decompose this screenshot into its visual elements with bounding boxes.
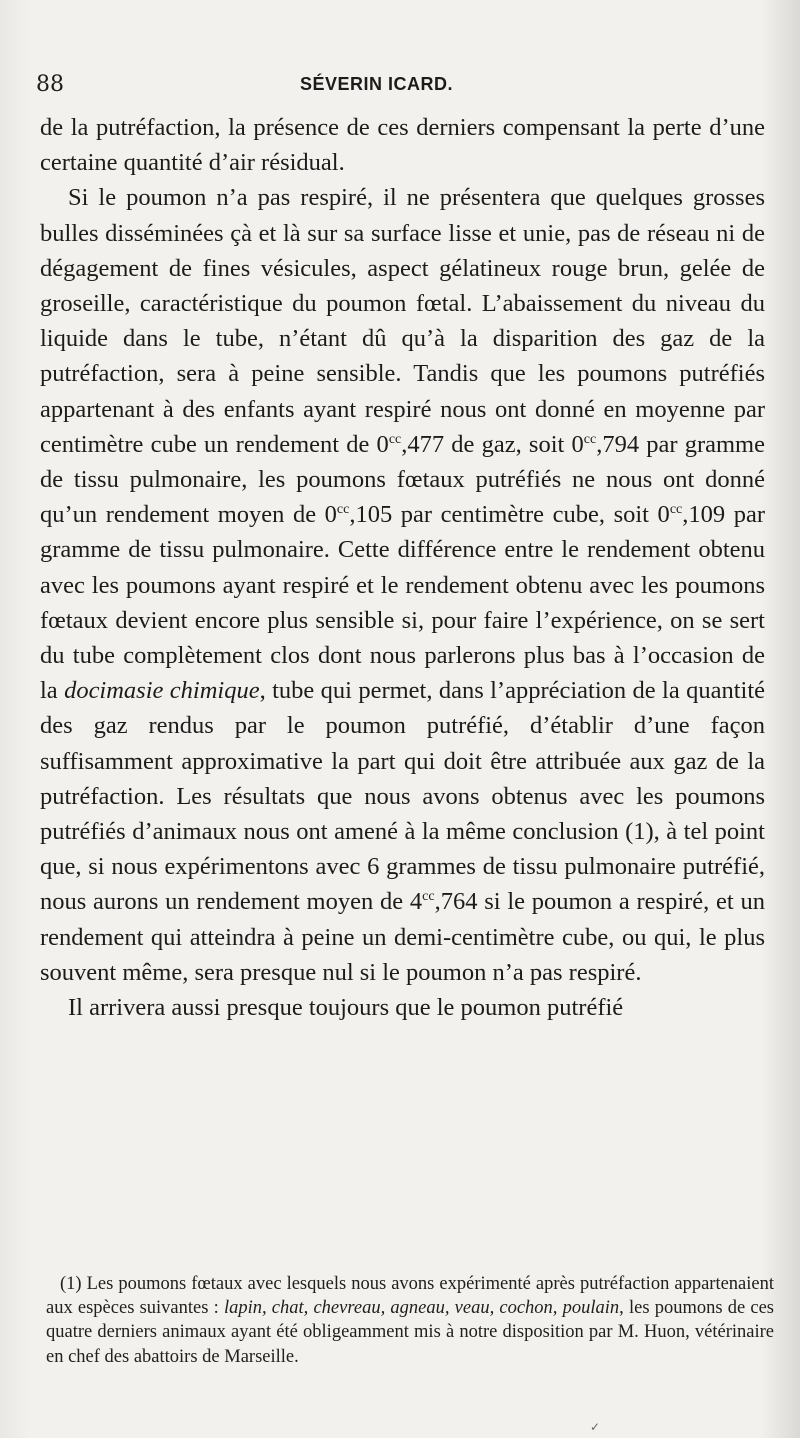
page-number: 88 [36,72,64,97]
running-head: SÉVERIN ICARD. [300,74,454,94]
superscript-cc: cc [583,431,597,447]
footnote-1 [46,1272,774,1369]
footnote-text: (1) Les poumons fœtaux avec lesquels nous avons expérimenté après putréfaction appartenaient aux espèces suivantes : [46,1274,774,1319]
footnote-text: , les poumons de ces quatre derniers animaux ayant été obligeamment mis à notre disposition par M. Huon, vétérinaire en chef des abattoirs de Marseille. [46,1298,774,1367]
text-run: Si le poumon n’a pas respiré, il ne présentera que quelques grosses bulles disséminées çà et là sur sa surface lisse et unie, pas de réseau ni de dégagement de fines vésicules, aspect gélatineux rouge brun, gelée de groseille, caractéristique du poumon fœtal. L’abaissement du niveau du liquide dans le tube, n’étant dû qu’à la disparition des gaz de la putréfaction, sera à peine sensible. Tandis que les poumons putréfiés appartenant à des enfants ayant respiré nous ont donné en moyenne par centimètre cube un rendement de 0 [40,184,765,458]
paragraph-2 [40,180,765,990]
text-run: ,794 par gramme de tissu pulmonaire, les poumons fœtaux putréfiés ne nous ont donné qu’un rendement moyen de 0 [40,430,765,529]
body-text [40,110,765,1025]
text-run: ,109 par gramme de tissu pulmonaire. Cette différence entre le rendement obtenu avec les poumons ayant respiré et le rendement obtenu avec les poumons fœtaux devient encore plus sensible si, pour faire l’expérience, on se sert du tube complètement clos dont nous parlerons plus bas à l’occasion de la [40,501,765,705]
paragraph-3: Il arrivera aussi presque toujours que le poumon putréfié [68,994,624,1022]
text-run: , tube qui permet, dans l’appréciation de la quantité des gaz rendus par le poumon putréfié, d’établir d’une façon suffisamment approximative la part qui doit être attribuée aux gaz de la putréfaction. Les résultats que nous avons obtenus avec les poumons putréfiés d’animaux nous ont amené à la même conclusion (1), à tel point que, si nous expérimentons avec 6 grammes de tissu pulmonaire putréfié, nous aurons un rendement moyen de 4 [40,677,766,916]
superscript-cc: cc [388,431,402,447]
footnote-species: lapin, chat, chevreau, agneau, veau, cochon, poulain [223,1298,620,1319]
text-run: ,764 si le poumon a respiré, et un rendement qui atteindra à peine un demi-centimètre cube, ou qui, le plus souvent même, sera presque nul si le poumon n’a pas respiré. [40,888,765,986]
text-run: ,477 de gaz, soit 0 [401,430,584,458]
italic-term: docimasie chimique [64,677,260,705]
stray-mark: ✓ [590,1420,601,1434]
page-header [36,72,736,104]
superscript-cc: cc [336,502,350,518]
paragraph-1: de la putréfaction, la présence de ces derniers compensant la perte d’une certaine quantité d’air résidual. [40,114,765,177]
footnote [46,1272,774,1369]
text-run: ,105 par centimètre cube, soit 0 [349,501,670,529]
superscript-cc: cc [669,502,683,518]
superscript-cc: cc [422,889,435,905]
